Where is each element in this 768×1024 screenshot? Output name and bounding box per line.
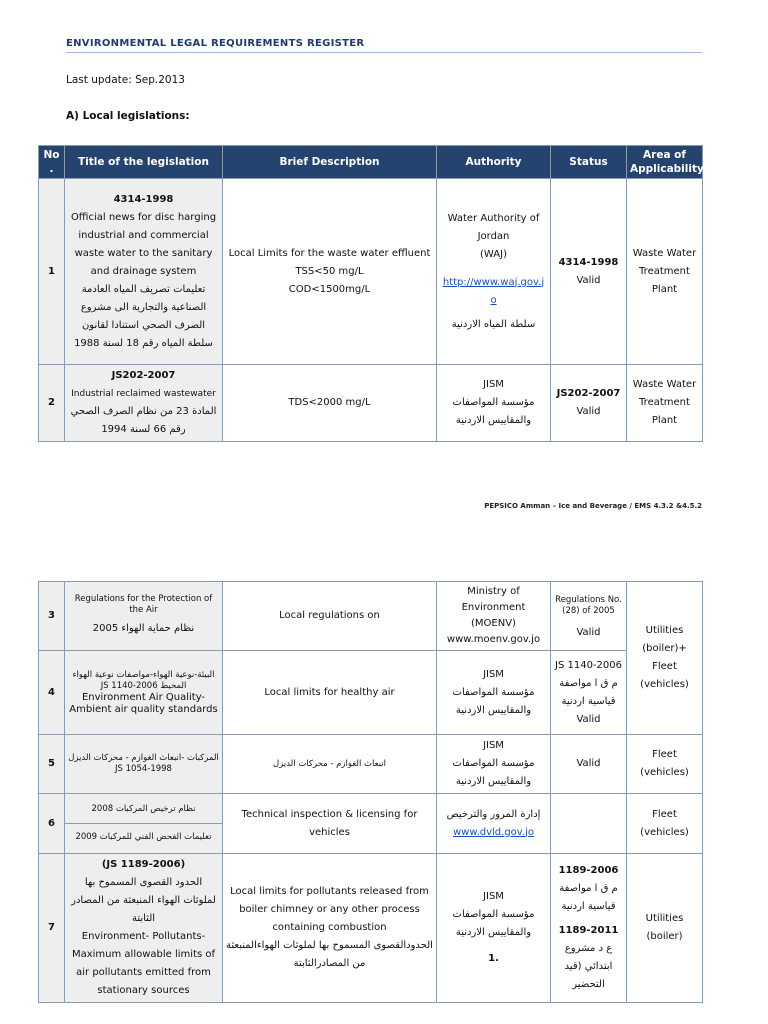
legislation-title-ar: تعليمات الفحص الفني للمركبات 2009: [75, 832, 212, 842]
row-number: 3: [39, 582, 65, 651]
status-code: JS202-2007: [556, 388, 621, 399]
area: Waste Water Treatment Plant: [627, 179, 703, 365]
status-ar: ع د مشروع ابتدائي (قيد التحضير: [564, 943, 613, 990]
brief-description: Local limits for healthy air: [223, 651, 437, 735]
authority-ar: مؤسسة المواصفات والمقاييس الاردنية: [452, 397, 535, 426]
row-number: 2: [39, 365, 65, 442]
legislation-title-en: Industrial reclaimed wastewater: [71, 389, 216, 399]
legislation-title: [65, 365, 223, 442]
legislation-title-en: Regulations for the Protection of the Air: [74, 594, 213, 615]
legislation-title-ar: الحدود القصوى المسموح بها لملوثات الهواء المنبعثة من المصادر الثابتة: [71, 877, 216, 924]
legislation-title-en: Environment Air Quality- Ambient air quality standards: [69, 691, 218, 715]
authority-website: www.moenv.gov.jo: [446, 634, 541, 645]
area: Utilities (boiler)+ Fleet (vehicles): [627, 582, 703, 735]
legislation-title: [65, 854, 223, 1003]
legislation-code: 4314-1998: [113, 193, 174, 205]
authority: [437, 794, 551, 854]
table-row: [39, 582, 703, 651]
status: Valid: [551, 735, 627, 794]
legislation-title: [65, 179, 223, 365]
row-number: 6: [39, 794, 65, 854]
legislation-title-en: JS 1054-1998: [115, 764, 172, 774]
col-no: No .: [39, 146, 65, 179]
table-row: [39, 365, 703, 442]
col-title: Title of the legislation: [65, 146, 223, 179]
table-row: [39, 179, 703, 365]
legislation-title-ar: نظام ترخيص المركبات 2008: [65, 796, 222, 824]
authority: [437, 735, 551, 794]
legislation-title-en: Official news for disc harging industrial and commercial waste water to the sanitary and drainage system: [70, 211, 217, 277]
row-number: 5: [39, 735, 65, 794]
authority: [437, 582, 551, 651]
status-value: Valid: [576, 274, 601, 286]
legislation-title-ar: المركبات -انبعاث الغوازم - محركات الديزل: [68, 753, 219, 763]
table-row: [39, 735, 703, 794]
authority-name: JISM: [483, 668, 504, 680]
legislation-title: [65, 794, 223, 854]
authority-name: JISM: [483, 891, 504, 902]
brief-description: [223, 854, 437, 1003]
legislation-title-ar: نظام حماية الهواء 2005: [92, 623, 195, 634]
legislation-table-1: [38, 145, 703, 442]
status: [551, 365, 627, 442]
header-divider: [66, 52, 702, 53]
authority-link[interactable]: www.dvld.gov.jo: [452, 826, 535, 838]
area: Waste Water Treatment Plant: [627, 365, 703, 442]
desc-line: Local Limits for the waste water effluent: [228, 247, 431, 259]
page-footer: PEPSICO Amman – Ice and Beverage / EMS 4.3.2 &4.5.2: [484, 502, 702, 510]
status: [551, 794, 627, 854]
status-ar: م ق ا مواصفة قياسية اردنية: [559, 883, 618, 912]
authority: [437, 179, 551, 365]
brief-description: Technical inspection & licensing for vehicles: [223, 794, 437, 854]
authority-link[interactable]: http://www.waj.gov.jo: [442, 276, 545, 306]
authority-abbr: (WAJ): [480, 248, 507, 260]
desc-en: Local limits for pollutants released from boiler chimney or any other process containing combustion: [230, 886, 429, 933]
status-value: Valid: [576, 713, 601, 725]
authority-name: Ministry of Environment: [461, 586, 526, 613]
authority-name: JISM: [483, 379, 504, 390]
legislation-title: [65, 582, 223, 651]
legislation-code: JS202-2007: [111, 370, 176, 381]
status: [551, 651, 627, 735]
area: Fleet (vehicles): [627, 735, 703, 794]
legislation-title-ar: البيئة-نوعية الهواء-مواصفات نوعية الهواء المحيط JS 1140-2006: [72, 669, 215, 691]
col-desc: Brief Description: [223, 146, 437, 179]
col-status: Status: [551, 146, 627, 179]
brief-description: Local regulations on: [223, 582, 437, 651]
row-number: 4: [39, 651, 65, 735]
legislation-title-ar: المادة 23 من نظام الصرف الصحي رقم 66 لسنة 1994: [70, 406, 217, 435]
area: Utilities (boiler): [627, 854, 703, 1003]
document-title: ENVIRONMENTAL LEGAL REQUIREMENTS REGISTER: [66, 38, 365, 49]
table-row: [39, 854, 703, 1003]
legislation-table-2: [38, 581, 703, 1003]
authority-ar: مؤسسة المواصفات والمقاييس الاردنية: [452, 909, 535, 938]
brief-description: TDS<2000 mg/L: [223, 365, 437, 442]
authority-item: 1.: [488, 953, 499, 964]
authority: [437, 854, 551, 1003]
status: [551, 854, 627, 1003]
status: [551, 179, 627, 365]
row-number: 7: [39, 854, 65, 1003]
brief-description: انبعاث الغوازم - محركات الديزل: [223, 735, 437, 794]
legislation-title-en: Environment- Pollutants- Maximum allowable limits of air pollutants emitted from stationary sources: [71, 931, 216, 996]
authority-abbr: (MOENV): [471, 618, 516, 629]
status-code: 4314-1998: [558, 256, 619, 268]
desc-ar: الحدودالقصوى المسموح بها لملوثات الهواءالمنبعثة من المصادرالثابتة: [226, 940, 433, 969]
area: Fleet (vehicles): [627, 794, 703, 854]
last-update: Last update: Sep.2013: [66, 74, 185, 86]
legislation-code: (JS 1189-2006): [101, 859, 186, 870]
authority: [437, 365, 551, 442]
authority-name: JISM: [483, 740, 504, 751]
status-value: Valid: [576, 626, 601, 638]
status-code: JS 1140-2006: [555, 659, 622, 671]
authority-ar: سلطة المياه الاردنية: [451, 318, 536, 330]
status: [551, 582, 627, 651]
table-row: [39, 794, 703, 854]
legislation-title-ar: تعليمات تصريف المياه العادمة الصناعية والتجارية الى مشروع الصرف الصحي استنادا لقانون سلطة المياه رقم 18 لسنة 1988: [74, 283, 213, 349]
status-code: 1189-2006: [558, 865, 619, 876]
desc-line: COD<1500mg/L: [288, 283, 371, 295]
section-heading: A) Local legislations:: [66, 110, 190, 122]
status-ar: م ق ا مواصفة قياسية اردنية: [559, 677, 618, 707]
table-header-row: [39, 146, 703, 179]
authority-name: Water Authority of Jordan: [447, 212, 540, 242]
authority: [437, 651, 551, 735]
legislation-title: [65, 651, 223, 735]
brief-description: [223, 179, 437, 365]
desc-line: TSS<50 mg/L: [295, 265, 364, 277]
row-number: 1: [39, 179, 65, 365]
col-area: Area of Applicability: [627, 146, 703, 179]
authority-ar: إدارة المرور والترخيص: [446, 808, 541, 820]
table-row: [39, 651, 703, 735]
legislation-title: [65, 735, 223, 794]
status-regulation: Regulations No. (28) of 2005: [555, 594, 622, 616]
status-code: 1189-2011: [558, 925, 619, 936]
status-value: Valid: [576, 406, 601, 417]
authority-ar: مؤسسة المواصفات والمقاييس الاردنية: [452, 758, 535, 787]
authority-ar: مؤسسة المواصفات والمقاييس الاردنية: [452, 686, 535, 716]
col-authority: Authority: [437, 146, 551, 179]
